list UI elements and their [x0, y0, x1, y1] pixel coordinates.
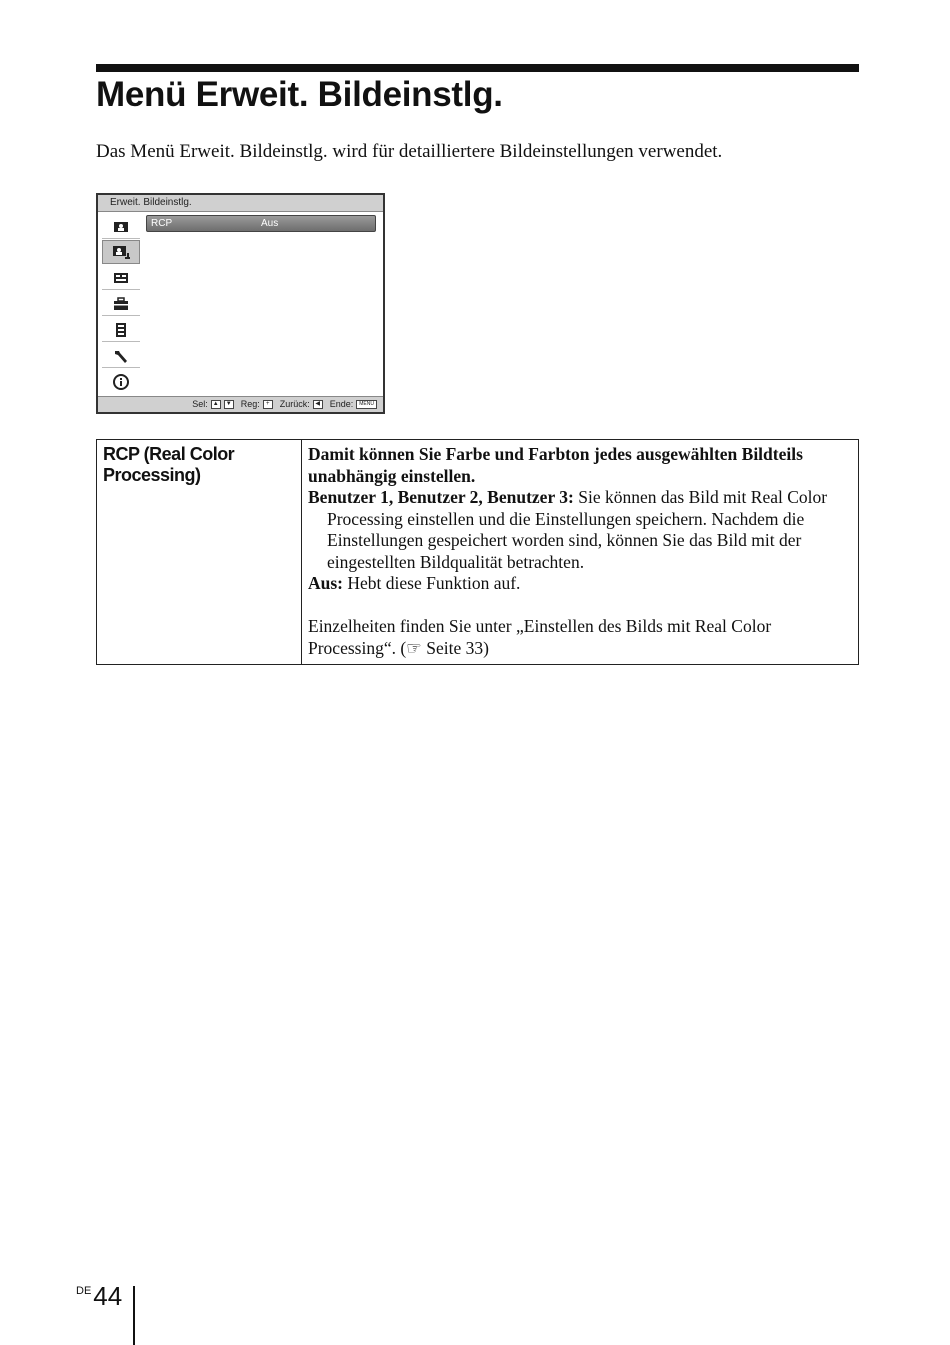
page-number-rule: [133, 1286, 135, 1345]
option-aus-label: Aus:: [308, 573, 344, 593]
info-icon: [102, 370, 140, 394]
osd-item-rcp[interactable]: [146, 215, 376, 232]
advanced-picture-icon: [102, 240, 140, 264]
osd-item-value: Aus: [261, 218, 279, 229]
option-aus: [308, 573, 852, 595]
osd-sidebar: [102, 215, 140, 397]
osd-footer-end: Ende:: [329, 399, 354, 409]
setting-label: RCP (Real Color Processing): [97, 440, 302, 665]
option-benutzer: [308, 487, 852, 573]
intro-text: Das Menü Erweit. Bildeinstlg. wird für detailliertere Bildeinstellungen verwendet.: [96, 141, 723, 162]
osd-footer-reg: Reg:: [240, 399, 260, 409]
setup-toolbox-icon: [102, 292, 140, 316]
menu-key: MENU: [356, 400, 377, 409]
page-language: DE: [76, 1285, 92, 1297]
option-benutzer-text: Sie können das Bild mit Real Color Processing einstellen und die Einstellungen speichern. Nachdem die Einstellungen gespeichert worden sind, können Sie das Bild mit der eingestellten Bildqualität betrachten.: [327, 487, 828, 572]
up-key-icon: ▲: [211, 400, 221, 409]
option-aus-text: Hebt diese Funktion auf.: [343, 573, 521, 593]
wrench-icon: [102, 344, 140, 368]
osd-title: Erweit. Bildeinstlg.: [98, 195, 383, 212]
description-intro: Damit können Sie Farbe und Farbton jedes ausgewählten Bildteils unabhängig einstellen.: [308, 444, 803, 486]
description-table: [96, 439, 859, 665]
title-rule: [96, 64, 859, 72]
picture-icon: [102, 215, 140, 239]
down-key-icon: ▼: [224, 400, 234, 409]
option-benutzer-label: Benutzer 1, Benutzer 2, Benutzer 3:: [308, 487, 574, 507]
page-number-value: 44: [93, 1281, 123, 1311]
osd-footer-back: Zurück:: [279, 399, 310, 409]
osd-footer-sel: Sel:: [192, 399, 208, 409]
page-reference: Einzelheiten finden Sie unter „Einstellen des Bilds mit Real Color Processing“. (☞ Seite 33): [308, 616, 772, 658]
osd-footer: [98, 396, 383, 412]
screen-icon: [102, 266, 140, 290]
page-number: [76, 1281, 122, 1311]
setting-description: [302, 440, 859, 665]
function-list-icon: [102, 318, 140, 342]
osd-menu-screenshot: [96, 193, 385, 414]
enter-key-icon: +: [263, 400, 273, 409]
osd-item-label: RCP: [151, 218, 173, 229]
table-row: [97, 440, 859, 665]
left-key-icon: ◀: [313, 400, 323, 409]
page-title: Menü Erweit. Bildeinstlg.: [96, 75, 503, 114]
